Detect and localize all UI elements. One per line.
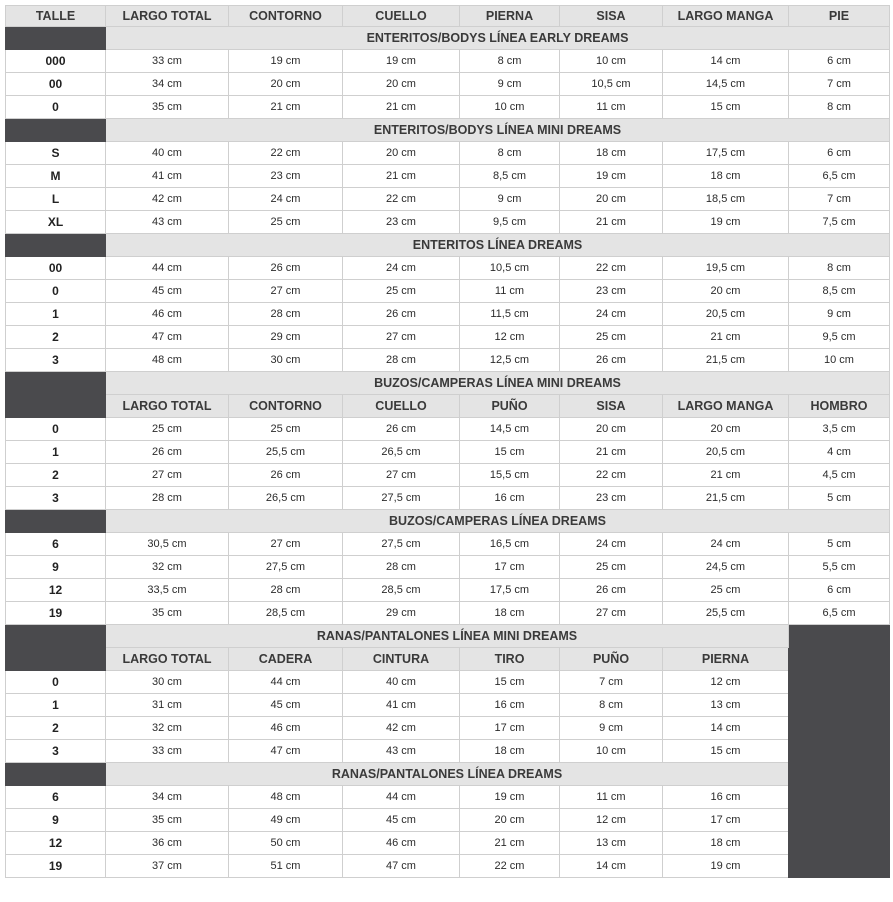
column-header: PIERNA: [460, 6, 560, 27]
measure-cell: 27 cm: [343, 326, 460, 349]
talle-cell: 12: [6, 579, 106, 602]
measure-cell: 21 cm: [343, 165, 460, 188]
measure-cell: 26,5 cm: [229, 487, 343, 510]
measure-cell: 20 cm: [343, 73, 460, 96]
table-row: [6, 832, 890, 855]
measure-cell: 26 cm: [343, 303, 460, 326]
column-header: CINTURA: [343, 648, 460, 671]
talle-cell: 2: [6, 464, 106, 487]
measure-cell: 24 cm: [560, 303, 663, 326]
measure-cell: 47 cm: [343, 855, 460, 878]
measure-cell: 33 cm: [106, 740, 229, 763]
measure-cell: 20 cm: [560, 418, 663, 441]
measure-cell: 11 cm: [560, 786, 663, 809]
measure-cell: 9,5 cm: [789, 326, 890, 349]
measure-cell: 28 cm: [229, 303, 343, 326]
table-row: [6, 418, 890, 441]
measure-cell: 25,5 cm: [663, 602, 789, 625]
measure-cell: 29 cm: [229, 326, 343, 349]
measure-cell: 5 cm: [789, 533, 890, 556]
measure-cell: 24,5 cm: [663, 556, 789, 579]
measure-cell: 37 cm: [106, 855, 229, 878]
measure-cell: 45 cm: [229, 694, 343, 717]
table-row: [6, 671, 890, 694]
measure-cell: 14 cm: [560, 855, 663, 878]
talle-cell: 0: [6, 671, 106, 694]
measure-cell: 4 cm: [789, 441, 890, 464]
measure-cell: 21 cm: [460, 832, 560, 855]
section-title: RANAS/PANTALONES LÍNEA MINI DREAMS: [106, 625, 789, 648]
measure-cell: 41 cm: [343, 694, 460, 717]
measure-cell: 16 cm: [460, 694, 560, 717]
measure-cell: 21 cm: [229, 96, 343, 119]
table-row: [6, 303, 890, 326]
measure-cell: 14,5 cm: [663, 73, 789, 96]
measure-cell: 6,5 cm: [789, 165, 890, 188]
talle-cell: XL: [6, 211, 106, 234]
measure-cell: 20,5 cm: [663, 441, 789, 464]
column-header: CONTORNO: [229, 6, 343, 27]
measure-cell: 28,5 cm: [343, 579, 460, 602]
measure-cell: 11 cm: [560, 96, 663, 119]
measure-cell: 23 cm: [343, 211, 460, 234]
measure-cell: 8 cm: [460, 142, 560, 165]
column-header: CUELLO: [343, 395, 460, 418]
measure-cell: 9,5 cm: [460, 211, 560, 234]
measure-cell: 22 cm: [229, 142, 343, 165]
measure-cell: 27,5 cm: [343, 487, 460, 510]
measure-cell: 18,5 cm: [663, 188, 789, 211]
section-talle-block: [6, 625, 106, 671]
column-header: PUÑO: [460, 395, 560, 418]
talle-cell: 00: [6, 73, 106, 96]
measure-cell: 23 cm: [560, 487, 663, 510]
empty-dark-block: [789, 625, 890, 878]
talle-cell: 2: [6, 326, 106, 349]
measure-cell: 8,5 cm: [460, 165, 560, 188]
measure-cell: 9 cm: [789, 303, 890, 326]
measure-cell: 26 cm: [106, 441, 229, 464]
measure-cell: 26 cm: [229, 464, 343, 487]
table-row: [6, 50, 890, 73]
measure-cell: 22 cm: [343, 188, 460, 211]
column-header: SISA: [560, 6, 663, 27]
measure-cell: 8 cm: [560, 694, 663, 717]
size-chart-body: [6, 6, 890, 878]
measure-cell: 44 cm: [229, 671, 343, 694]
measure-cell: 10,5 cm: [560, 73, 663, 96]
talle-cell: 0: [6, 418, 106, 441]
measure-cell: 9 cm: [460, 73, 560, 96]
section-title-row: [6, 625, 890, 648]
measure-cell: 20 cm: [229, 73, 343, 96]
measure-cell: 17 cm: [460, 717, 560, 740]
measure-cell: 11 cm: [460, 280, 560, 303]
measure-cell: 10 cm: [789, 349, 890, 372]
measure-cell: 22 cm: [560, 464, 663, 487]
section-title-row: [6, 234, 890, 257]
measure-cell: 33,5 cm: [106, 579, 229, 602]
table-row: [6, 809, 890, 832]
section-title: BUZOS/CAMPERAS LÍNEA MINI DREAMS: [106, 372, 890, 395]
column-header: LARGO TOTAL: [106, 395, 229, 418]
measure-cell: 50 cm: [229, 832, 343, 855]
section-title: RANAS/PANTALONES LÍNEA DREAMS: [106, 763, 789, 786]
measure-cell: 19,5 cm: [663, 257, 789, 280]
section-title-row: [6, 372, 890, 395]
measure-cell: 18 cm: [460, 602, 560, 625]
measure-cell: 5,5 cm: [789, 556, 890, 579]
measure-cell: 21,5 cm: [663, 349, 789, 372]
talle-cell: 000: [6, 50, 106, 73]
table-row: [6, 740, 890, 763]
measure-cell: 14,5 cm: [460, 418, 560, 441]
measure-cell: 42 cm: [106, 188, 229, 211]
talle-cell: 3: [6, 740, 106, 763]
measure-cell: 32 cm: [106, 717, 229, 740]
measure-cell: 16 cm: [663, 786, 789, 809]
table-row: [6, 694, 890, 717]
measure-cell: 25,5 cm: [229, 441, 343, 464]
measure-cell: 19 cm: [460, 786, 560, 809]
measure-cell: 5 cm: [789, 487, 890, 510]
measure-cell: 12 cm: [560, 809, 663, 832]
column-header: CADERA: [229, 648, 343, 671]
talle-cell: 1: [6, 694, 106, 717]
measure-cell: 45 cm: [106, 280, 229, 303]
talle-cell: S: [6, 142, 106, 165]
measure-cell: 10 cm: [560, 740, 663, 763]
measure-cell: 44 cm: [343, 786, 460, 809]
measure-cell: 27 cm: [229, 280, 343, 303]
talle-cell: 9: [6, 809, 106, 832]
measure-cell: 23 cm: [229, 165, 343, 188]
measure-cell: 26 cm: [229, 257, 343, 280]
column-header: TIRO: [460, 648, 560, 671]
talle-cell: 1: [6, 303, 106, 326]
measure-cell: 25 cm: [663, 579, 789, 602]
column-header: LARGO TOTAL: [106, 648, 229, 671]
measure-cell: 19 cm: [663, 211, 789, 234]
measure-cell: 17 cm: [663, 809, 789, 832]
measure-cell: 13 cm: [560, 832, 663, 855]
measure-cell: 48 cm: [229, 786, 343, 809]
measure-cell: 23 cm: [560, 280, 663, 303]
measure-cell: 9 cm: [460, 188, 560, 211]
measure-cell: 30,5 cm: [106, 533, 229, 556]
measure-cell: 29 cm: [343, 602, 460, 625]
measure-cell: 10,5 cm: [460, 257, 560, 280]
section-title: BUZOS/CAMPERAS LÍNEA DREAMS: [106, 510, 890, 533]
column-header: PUÑO: [560, 648, 663, 671]
header-row: [6, 6, 890, 27]
table-row: [6, 257, 890, 280]
measure-cell: 15 cm: [460, 441, 560, 464]
talle-cell: 3: [6, 349, 106, 372]
measure-cell: 24 cm: [560, 533, 663, 556]
table-row: [6, 349, 890, 372]
measure-cell: 15,5 cm: [460, 464, 560, 487]
table-row: [6, 73, 890, 96]
measure-cell: 32 cm: [106, 556, 229, 579]
talle-cell: 0: [6, 280, 106, 303]
measure-cell: 15 cm: [663, 96, 789, 119]
talle-cell: M: [6, 165, 106, 188]
talle-cell: 1: [6, 441, 106, 464]
talle-cell: 9: [6, 556, 106, 579]
measure-cell: 10 cm: [560, 50, 663, 73]
measure-cell: 24 cm: [229, 188, 343, 211]
measure-cell: 19 cm: [343, 50, 460, 73]
table-row: [6, 579, 890, 602]
table-row: [6, 556, 890, 579]
measure-cell: 20,5 cm: [663, 303, 789, 326]
section-talle-block: [6, 510, 106, 533]
measure-cell: 18 cm: [663, 165, 789, 188]
section-talle-block: [6, 27, 106, 50]
measure-cell: 8 cm: [789, 96, 890, 119]
measure-cell: 25 cm: [560, 556, 663, 579]
table-row: [6, 487, 890, 510]
measure-cell: 35 cm: [106, 602, 229, 625]
talle-cell: 12: [6, 832, 106, 855]
measure-cell: 40 cm: [106, 142, 229, 165]
measure-cell: 18 cm: [460, 740, 560, 763]
measure-cell: 21 cm: [663, 326, 789, 349]
talle-cell: 2: [6, 717, 106, 740]
measure-cell: 15 cm: [460, 671, 560, 694]
measure-cell: 44 cm: [106, 257, 229, 280]
measure-cell: 27 cm: [343, 464, 460, 487]
column-header: TALLE: [6, 6, 106, 27]
measure-cell: 20 cm: [460, 809, 560, 832]
measure-cell: 3,5 cm: [789, 418, 890, 441]
measure-cell: 7 cm: [560, 671, 663, 694]
measure-cell: 34 cm: [106, 786, 229, 809]
talle-cell: 00: [6, 257, 106, 280]
measure-cell: 7 cm: [789, 188, 890, 211]
measure-cell: 20 cm: [663, 418, 789, 441]
measure-cell: 42 cm: [343, 717, 460, 740]
section-title-row: [6, 763, 890, 786]
table-row: [6, 602, 890, 625]
measure-cell: 20 cm: [343, 142, 460, 165]
measure-cell: 28 cm: [343, 556, 460, 579]
measure-cell: 28 cm: [229, 579, 343, 602]
column-header: LARGO MANGA: [663, 6, 789, 27]
talle-cell: 6: [6, 533, 106, 556]
section-talle-block: [6, 372, 106, 418]
table-row: [6, 211, 890, 234]
measure-cell: 40 cm: [343, 671, 460, 694]
table-row: [6, 717, 890, 740]
column-header: PIE: [789, 6, 890, 27]
talle-cell: 19: [6, 855, 106, 878]
measure-cell: 17,5 cm: [663, 142, 789, 165]
measure-cell: 46 cm: [343, 832, 460, 855]
measure-cell: 36 cm: [106, 832, 229, 855]
measure-cell: 21,5 cm: [663, 487, 789, 510]
measure-cell: 21 cm: [663, 464, 789, 487]
measure-cell: 11,5 cm: [460, 303, 560, 326]
measure-cell: 10 cm: [460, 96, 560, 119]
measure-cell: 6 cm: [789, 142, 890, 165]
measure-cell: 46 cm: [106, 303, 229, 326]
measure-cell: 15 cm: [663, 740, 789, 763]
measure-cell: 45 cm: [343, 809, 460, 832]
measure-cell: 34 cm: [106, 73, 229, 96]
measure-cell: 25 cm: [343, 280, 460, 303]
measure-cell: 8 cm: [460, 50, 560, 73]
section-talle-block: [6, 763, 106, 786]
measure-cell: 21 cm: [343, 96, 460, 119]
measure-cell: 27 cm: [229, 533, 343, 556]
column-header: LARGO MANGA: [663, 395, 789, 418]
table-row: [6, 786, 890, 809]
section-title: ENTERITOS LÍNEA DREAMS: [106, 234, 890, 257]
measure-cell: 9 cm: [560, 717, 663, 740]
measure-cell: 22 cm: [460, 855, 560, 878]
table-row: [6, 280, 890, 303]
measure-cell: 12 cm: [460, 326, 560, 349]
measure-cell: 7 cm: [789, 73, 890, 96]
measure-cell: 19 cm: [663, 855, 789, 878]
measure-cell: 31 cm: [106, 694, 229, 717]
measure-cell: 51 cm: [229, 855, 343, 878]
measure-cell: 21 cm: [560, 441, 663, 464]
measure-cell: 43 cm: [343, 740, 460, 763]
measure-cell: 24 cm: [663, 533, 789, 556]
table-row: [6, 165, 890, 188]
measure-cell: 26,5 cm: [343, 441, 460, 464]
measure-cell: 43 cm: [106, 211, 229, 234]
measure-cell: 41 cm: [106, 165, 229, 188]
measure-cell: 12 cm: [663, 671, 789, 694]
measure-cell: 18 cm: [560, 142, 663, 165]
measure-cell: 24 cm: [343, 257, 460, 280]
section-talle-block: [6, 234, 106, 257]
measure-cell: 49 cm: [229, 809, 343, 832]
section-title: ENTERITOS/BODYS LÍNEA EARLY DREAMS: [106, 27, 890, 50]
measure-cell: 27,5 cm: [229, 556, 343, 579]
measure-cell: 6 cm: [789, 50, 890, 73]
measure-cell: 26 cm: [343, 418, 460, 441]
measure-cell: 30 cm: [106, 671, 229, 694]
section-title-row: [6, 27, 890, 50]
measure-cell: 28 cm: [106, 487, 229, 510]
measure-cell: 26 cm: [560, 349, 663, 372]
table-row: [6, 533, 890, 556]
measure-cell: 47 cm: [229, 740, 343, 763]
section-talle-block: [6, 119, 106, 142]
section-title-row: [6, 510, 890, 533]
section-title-row: [6, 119, 890, 142]
measure-cell: 46 cm: [229, 717, 343, 740]
measure-cell: 4,5 cm: [789, 464, 890, 487]
measure-cell: 35 cm: [106, 809, 229, 832]
measure-cell: 12,5 cm: [460, 349, 560, 372]
measure-cell: 27 cm: [560, 602, 663, 625]
measure-cell: 18 cm: [663, 832, 789, 855]
section-title: ENTERITOS/BODYS LÍNEA MINI DREAMS: [106, 119, 890, 142]
measure-cell: 16 cm: [460, 487, 560, 510]
measure-cell: 48 cm: [106, 349, 229, 372]
column-header: SISA: [560, 395, 663, 418]
table-row: [6, 464, 890, 487]
measure-cell: 17,5 cm: [460, 579, 560, 602]
measure-cell: 20 cm: [560, 188, 663, 211]
table-row: [6, 441, 890, 464]
talle-cell: 6: [6, 786, 106, 809]
measure-cell: 25 cm: [229, 211, 343, 234]
measure-cell: 21 cm: [560, 211, 663, 234]
table-row: [6, 96, 890, 119]
measure-cell: 25 cm: [560, 326, 663, 349]
size-chart-table: [5, 5, 890, 878]
talle-cell: 19: [6, 602, 106, 625]
measure-cell: 17 cm: [460, 556, 560, 579]
measure-cell: 8,5 cm: [789, 280, 890, 303]
column-header: HOMBRO: [789, 395, 890, 418]
measure-cell: 26 cm: [560, 579, 663, 602]
column-header: PIERNA: [663, 648, 789, 671]
measure-cell: 20 cm: [663, 280, 789, 303]
measure-cell: 28,5 cm: [229, 602, 343, 625]
measure-cell: 27,5 cm: [343, 533, 460, 556]
measure-cell: 16,5 cm: [460, 533, 560, 556]
table-row: [6, 326, 890, 349]
measure-cell: 47 cm: [106, 326, 229, 349]
measure-cell: 19 cm: [560, 165, 663, 188]
measure-cell: 35 cm: [106, 96, 229, 119]
measure-cell: 30 cm: [229, 349, 343, 372]
measure-cell: 28 cm: [343, 349, 460, 372]
talle-cell: 0: [6, 96, 106, 119]
measure-cell: 8 cm: [789, 257, 890, 280]
table-row: [6, 142, 890, 165]
measure-cell: 14 cm: [663, 50, 789, 73]
measure-cell: 22 cm: [560, 257, 663, 280]
talle-cell: L: [6, 188, 106, 211]
column-header: CONTORNO: [229, 395, 343, 418]
measure-cell: 27 cm: [106, 464, 229, 487]
talle-cell: 3: [6, 487, 106, 510]
table-row: [6, 188, 890, 211]
sub-header-row: [6, 395, 890, 418]
measure-cell: 25 cm: [106, 418, 229, 441]
measure-cell: 33 cm: [106, 50, 229, 73]
table-row: [6, 855, 890, 878]
column-header: LARGO TOTAL: [106, 6, 229, 27]
sub-header-row: [6, 648, 890, 671]
measure-cell: 25 cm: [229, 418, 343, 441]
measure-cell: 6 cm: [789, 579, 890, 602]
measure-cell: 19 cm: [229, 50, 343, 73]
measure-cell: 6,5 cm: [789, 602, 890, 625]
measure-cell: 13 cm: [663, 694, 789, 717]
measure-cell: 7,5 cm: [789, 211, 890, 234]
measure-cell: 14 cm: [663, 717, 789, 740]
column-header: CUELLO: [343, 6, 460, 27]
